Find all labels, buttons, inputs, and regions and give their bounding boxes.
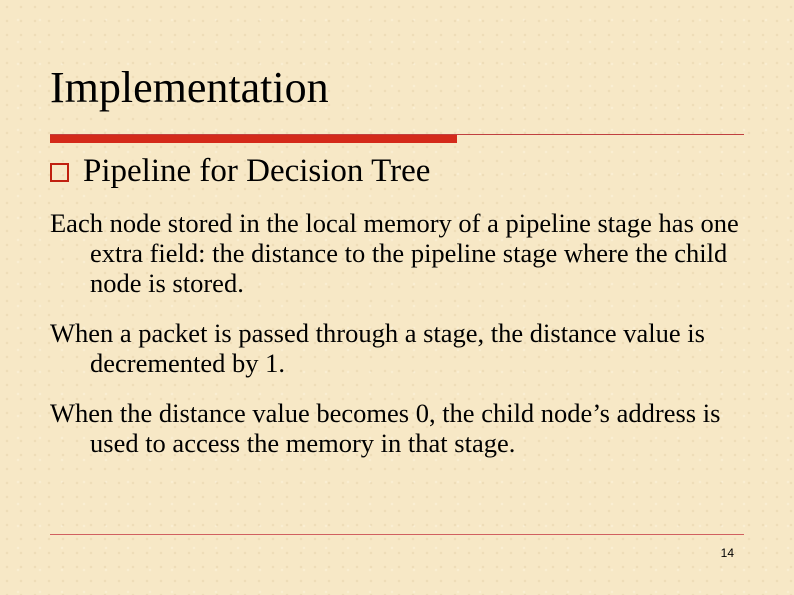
bullet-item [50, 150, 430, 192]
page-number: 14 [720, 546, 734, 560]
paragraph-1: Each node stored in the local memory of a pipeline stage has one extra field: the distance to the pipeline stage where the child node is stored. [50, 208, 739, 298]
paragraph-2: When a packet is passed through a stage, the distance value is decremented by 1. [50, 318, 705, 378]
slide-title: Implementation [50, 63, 329, 112]
body-text [50, 208, 750, 478]
footer-divider [50, 534, 744, 535]
paragraph-3: When the distance value becomes 0, the child node’s address is used to access the memory in that stage. [50, 398, 721, 458]
bullet-text: Pipeline for Decision Tree [83, 153, 431, 189]
hollow-square-bullet-icon [50, 163, 69, 182]
title-underline-accent [50, 135, 457, 143]
